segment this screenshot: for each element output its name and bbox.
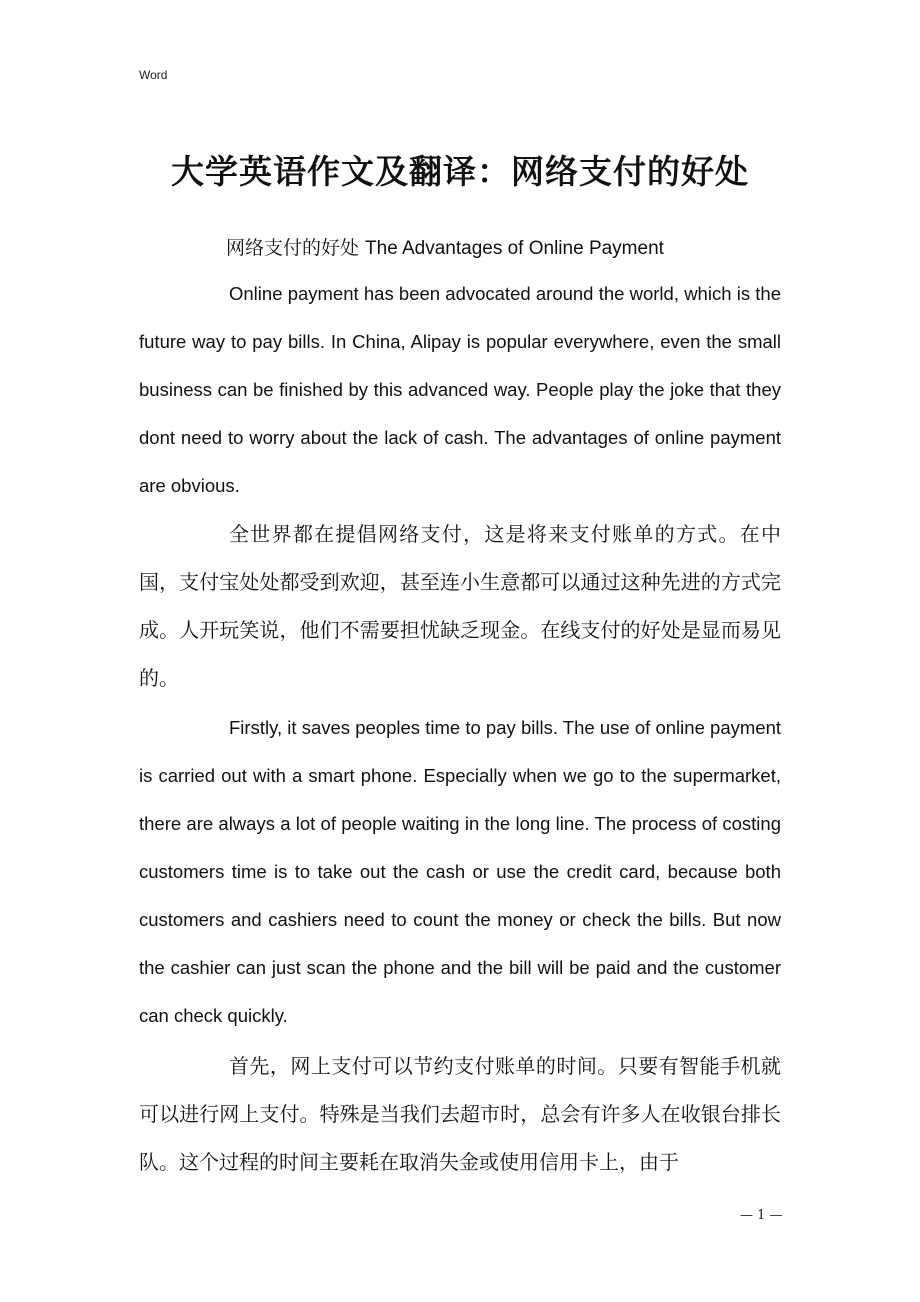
subtitle-english: The Advantages of Online Payment (365, 238, 664, 259)
paragraph-english-intro: Online payment has been advocated around the world, which is the future way to pay bills. In China, Alipay is popular everywhere, even the small business can be finished by this advanced way. People play the joke that they dont need to worry about the lack of cash. The advantages of online payment are obvious. (139, 283, 781, 496)
page-number: — 1 — (740, 1208, 783, 1223)
document-subtitle (226, 233, 826, 260)
subtitle-chinese: 网络支付的好处 (226, 237, 360, 259)
paragraph-chinese-firstly: 首先，网上支付可以节约支付账单的时间。只要有智能手机就可以进行网上支付。特殊是当我们去超市时，总会有许多人在收银台排长队。这个过程的时间主要耗在取消失金或使用信用卡上，由于 (139, 1054, 781, 1174)
document-title: 大学英语作文及翻译：网络支付的好处 (171, 152, 749, 191)
paragraph-english-firstly: Firstly, it saves peoples time to pay bills. The use of online payment is carried out with a smart phone. Especially when we go to the supermarket, there are always a lot of people waiting in the long line. The process of costing customers time is to take out the cash or use the credit card, because both customers and cashiers need to count the money or check the bills. But now the cashier can just scan the phone and the bill will be paid and the customer can check quickly. (139, 717, 781, 1026)
header-app-label: Word (139, 68, 168, 82)
paragraph-chinese-intro: 全世界都在提倡网络支付，这是将来支付账单的方式。在中国，支付宝处处都受到欢迎，甚至连小生意都可以通过这种先进的方式完成。人开玩笑说，他们不需要担忧缺乏现金。在线支付的好处是显而易见的。 (139, 522, 781, 690)
